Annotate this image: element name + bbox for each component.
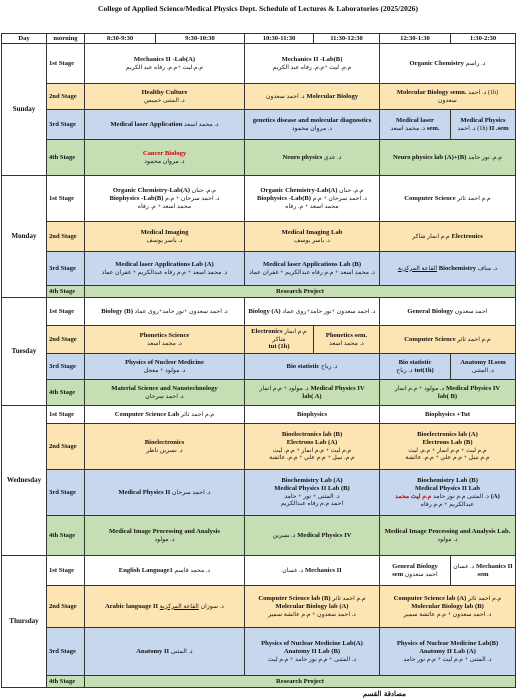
class-staff: م.م احمد ثائر [332,594,366,602]
stage-label: 4th Stage [47,676,85,688]
stage-label: 4th Stage [47,516,85,556]
class-staff: احمد سعدون [404,570,438,578]
sunday-stage4-row [2,140,516,176]
class-title: Biology (A) [248,307,281,315]
sunday-stage3-row [2,110,516,140]
class-staff: محمد اسعد + م. رفاه [137,202,192,210]
tuesday-stage3-row [2,354,516,380]
class-cell [314,326,380,354]
department-approval: مصادقة القسم [362,689,406,698]
class-cell [451,354,516,380]
class-title: Bioelectronics [144,438,185,446]
class-title: Computer Science lab (A) [393,594,467,602]
class-staff: د. محمد قاسم [174,566,211,574]
monday-stage1-row [2,176,516,222]
class-staff: د. رياح [321,362,338,370]
class-cell [245,298,380,326]
class-cell [245,176,380,222]
class-sub: (A) [490,492,500,500]
class-title: Arabic language II [104,602,159,610]
class-title: Neuro physics lab (A)+(B) [392,153,467,161]
class-title: Organic Chemistry-Lab(A) [112,186,190,194]
header-morning: morning [47,34,85,44]
class-title: Biochemistry Lab (A) [281,477,343,485]
class-staff: د. مولود + م.م انمار [259,384,309,392]
class-staff: م.م احمد ثائر [457,194,491,202]
class-sub: lab( A) [302,392,322,400]
day-thursday: Thursday [2,556,47,688]
class-cell [245,424,380,470]
class-staff: م.م. حنان [339,186,364,194]
stage-label: 2nd Stage [47,424,85,470]
class-cell [380,252,516,286]
thursday-stage4-row [2,676,516,688]
class-title: Medical laser Applications Lab (A) [115,260,214,268]
class-title: Cancer Biology [142,149,187,157]
class-cell [85,586,245,628]
class-cell [245,84,380,110]
class-cell [380,354,451,380]
class-cell [380,84,516,110]
class-cell [245,556,380,586]
header-day: Day [2,34,47,44]
class-title: Mechanics II [475,562,513,570]
thursday-stage1-row [2,556,516,586]
monday-stage2-row [2,222,516,252]
stage-label: 3rd Stage [47,354,85,380]
class-sub: lab( B) [437,392,458,400]
class-cell [85,252,245,286]
page-title: College of Applied Science/Medical Physics Dept. Schedule of Lectures & Laboratories (2025/2026) [97,4,419,13]
class-cell [245,354,380,380]
class-staff: د. المثنى + م.م نور حامد + م.م ليث [267,655,357,663]
class-sub: Electrons Lab (A) [286,439,338,447]
class-title: Healthy Culture [141,88,188,96]
class-staff: م.م انمار شاكر [412,232,450,240]
class-title: Medical Physics IV [445,384,501,392]
class-cell [380,326,516,354]
header-slot-4: 11:30-12:30 [314,34,380,44]
class-staff: د. محمد اسعد [147,339,182,347]
class-staff: م.م.ليث +م.م. رفاه عبد الكريم [125,63,204,71]
class-staff: د. سوزان [200,602,225,610]
class-title: Anatomy II.sem [460,358,506,366]
class-staff: د. مروان محمود [291,124,333,132]
class-sub: tut(1h) [414,366,434,374]
class-title: Neuro physics [282,153,323,161]
class-cell [451,556,516,586]
thursday-stage3-row [2,628,516,676]
class-cell [85,406,245,424]
class-cell [380,424,516,470]
header-slot-3: 10:30-11:30 [245,34,314,44]
stage-label: 4th Stage [47,286,85,298]
class-cell [85,326,245,354]
header-slot-2: 9:30-10:30 [156,34,245,44]
stage-label: 1st Stage [47,298,85,326]
class-staff: د. محمد اسعد [184,120,219,128]
class-cell [85,140,245,176]
class-title: Mechanics II [304,566,342,574]
class-staff: سعدون [438,96,457,104]
class-title: Anatomy II [136,647,170,655]
class-cell [85,298,245,326]
class-sub: sem. [426,124,440,132]
day-wednesday: Wednesday [2,406,47,556]
class-cell [380,516,516,556]
class-cell [85,380,245,406]
class-title: Material Science and Nanotechnology [111,384,218,392]
stage-label: 1st Stage [47,44,85,84]
class-cell [245,252,380,286]
tuesday-stage2-row [2,326,516,354]
class-cell [380,470,516,516]
class-title: Medical Image Processing and Analysis [109,527,220,535]
class-staff: د. المثنى + م.م ليث + م.م نور حامد [403,655,492,663]
class-staff: د. احمد سرحان + م.م [312,194,368,202]
class-staff: احمد م.م رفاه عبدالكريم [280,500,344,508]
class-sub: Molecular Biology lab (A) [275,602,349,610]
class-title: Physics of Nuclear Medicine Lab(B) [396,639,499,647]
class-title: Biology (B) [101,307,133,315]
class-staff: عبدالكريم + م.م رفاه [420,500,475,508]
day-tuesday: Tuesday [2,298,47,406]
wednesday-stage2-row [2,424,516,470]
class-title: Medical Imaging Lab [281,228,343,236]
class-staff: د. مولود [154,535,175,543]
class-title: Molecular Biology [306,92,359,100]
class-staff: د. المثنى + نور + حامد [284,492,340,500]
class-sub: Medical Physics II Lab (B) [274,485,350,493]
stage-label: 1st Stage [47,176,85,222]
class-title: Bioelectronics lab (A) [417,431,478,439]
class-staff: م.م انمار شاكر [272,327,307,343]
class-title: Physics of Nuclear Medicine Lab(A) [261,639,363,647]
class-title: Computer Science lab (B) [258,594,331,602]
class-staff: د. رياح [396,366,413,374]
class-staff: د. عدي [323,153,342,161]
class-cell [85,424,245,470]
class-title: Bioelectronics lab (B) [281,431,343,439]
class-staff: م.م ليث + م.م انمار + م.م. ليث [408,446,487,454]
class-staff: محمد اسعد + م. رفاه [285,202,339,210]
class-cell [380,556,451,586]
class-staff: د. احمد (1h) [457,124,488,132]
class-title: General Biology [392,562,438,570]
class-staff: د. نسرين ناظر [146,446,183,454]
stage-label: 3rd Stage [47,252,85,286]
wednesday-stage3-row [2,470,516,516]
class-title: Medical Imaging [140,228,189,236]
class-title: Mechanics II -Lab(B) [281,55,343,63]
class-staff: د. مولود + معجل [143,366,186,374]
class-title: Electronics [451,232,483,240]
stage-label: 3rd Stage [47,110,85,140]
class-staff: د. احمد سعدون + م.م عائشة سمير [268,610,356,618]
class-title: Biophysics +Tut [380,406,516,424]
class-staff: د. احمد (1h) [468,88,499,96]
class-title: Organic Chemistry-Lab(A) [260,186,338,194]
class-cell [380,140,516,176]
wednesday-stage1-row [2,406,516,424]
class-title: Biochemistry [438,264,477,272]
header-slot-5: 12:30-1:30 [380,34,451,44]
class-staff: د. احمد سرحان [145,392,184,400]
stage-label: 4th Stage [47,380,85,406]
class-title: Electronics [251,327,283,335]
class-sub: Electrons Lab (B) [422,439,473,447]
stage-label: 1st Stage [47,406,85,424]
class-title: Computer Science [404,194,456,202]
class-sub: Molecular Biology lab (B) [411,602,484,610]
class-staff: م.م. نبيل + م.م علي + م.م. عائشة [269,454,355,462]
class-title: Molecular Biology semn. [396,88,467,96]
class-cell [380,628,516,676]
class-title: genetics disease and molecular diagnostics [252,116,372,124]
class-cell [451,110,516,140]
class-sub: Anatomy II Lab (A) [419,647,476,655]
class-staff: احمد سعدون [454,307,488,315]
class-staff: د. محمد اسعد [390,124,426,132]
class-title: Medical laser [396,116,434,124]
header-slot-1: 8:30-9:30 [85,34,156,44]
class-sub: Biophysics -Lab(B) [256,194,311,202]
class-room: القاعة المركزية [397,264,438,272]
class-cell [245,586,380,628]
class-sub: tut (1h) [268,343,290,351]
class-title: Mechanics II -Lab(A) [133,55,196,63]
class-cell [380,44,516,84]
day-monday: Monday [2,176,47,298]
class-cell [380,586,516,628]
class-staff: د. مروان محمود [144,157,185,165]
class-title: Biophysics [245,406,380,424]
class-cell [245,628,380,676]
class-title: Computer Science [404,335,456,343]
monday-stage3-row [2,252,516,286]
class-cell [85,556,245,586]
class-staff: د. احمد سعدون +نور حامد+روى عماد [134,307,228,315]
class-title: General Biology [407,307,454,315]
class-staff: د. المثنى م.م نور حامد [433,492,490,500]
class-title: Medical Physics [460,116,506,124]
class-staff: د. احمد سرحان + م.م [165,194,220,202]
class-sub: Biophysics -Lab(B) [109,194,164,202]
stage-label: 3rd Stage [47,628,85,676]
class-cell [245,222,380,252]
class-staff: م.م احمد ثائر [457,335,491,343]
header-row [2,34,516,44]
stage-label: 2nd Stage [47,586,85,628]
class-cell [85,628,245,676]
class-cell [85,354,245,380]
class-sub: sem [477,570,489,578]
class-cell [380,176,516,222]
class-cell [245,380,380,406]
sunday-stage2-row [2,84,516,110]
class-title: Computer Science Lab [114,410,180,418]
class-cell [245,140,380,176]
class-title: Medical Physics IV [297,531,352,539]
class-staff: د. مناف [477,264,498,272]
class-title: Organic Chemistry [409,59,464,67]
class-cell [245,516,380,556]
class-staff: د. محمد اسعد + م.م رفاه عبدالكريم + غفران عماد [101,268,228,276]
class-title: Medical laser Application [110,120,183,128]
class-cell [85,516,245,556]
class-staff: د. احمد سعدون +نور حامد+روى عماد [282,307,376,315]
stage-label: 4th Stage [47,140,85,176]
class-staff: د. المثنى [472,366,494,374]
class-title: Bio statistic [286,362,320,370]
class-title: English Language1 [118,566,173,574]
class-cell [245,326,314,354]
thursday-stage2-row [2,586,516,628]
class-title: Medical Physics II [118,488,171,496]
class-staff: د. احمد سعدون [265,92,305,100]
stage-label: 1st Stage [47,556,85,586]
class-title: Medical Physics IV [310,384,365,392]
class-title: Phonetics sem. [325,331,368,339]
stage-label: 2nd Stage [47,326,85,354]
class-title: Physics of Nuclesr Medicine [125,358,204,366]
class-cell [85,470,245,516]
class-room: القاعة المركزية [159,602,199,610]
class-staff: د. المثنى [170,647,193,655]
wednesday-stage4-row [2,516,516,556]
class-staff-highlight: م.م ليث محمد [395,492,432,500]
class-cell [380,298,516,326]
class-staff: م.م نبيل + م.م علي + م.م. عائشة [405,454,490,462]
class-staff: د. محمد اسعد [329,339,364,347]
class-sub: sem [392,570,404,578]
tuesday-stage1-row [2,298,516,326]
class-staff: د. احمد سعدون + م.م عائشة سمير [403,610,492,618]
class-staff: د. المثنى خميس [144,96,185,104]
class-staff: د. احمد سرحان [172,488,211,496]
class-cell [85,110,245,140]
class-staff: م.م. نور حامد [468,153,503,161]
class-cell [245,110,380,140]
class-staff: د. ياسر يوسف [293,236,331,244]
class-staff: د. محمد اسعد + م.م رفاه عبدالكريم + غفران عماد [249,268,375,276]
class-staff: د. نسرين [272,531,296,539]
class-sub: II .sem [489,124,509,132]
class-staff: د. مولود + م.م انمار [394,384,445,392]
class-staff: م.م ليث + م.م انمار + م.م. ليث [272,446,352,454]
stage-label: 2nd Stage [47,84,85,110]
class-cell [245,44,380,84]
class-cell [245,470,380,516]
tuesday-stage4-row [2,380,516,406]
class-staff: د. ياسر يوسف [146,236,183,244]
class-staff: د. غسان [282,566,304,574]
class-staff: م.م. ليث +م.م. رفاه عبد الكريم [272,63,352,71]
day-sunday: Sunday [2,44,47,176]
class-sub: Medical Physics II Lab [414,484,481,492]
class-cell [380,380,516,406]
class-cell [85,176,245,222]
class-cell [380,222,516,252]
class-cell [85,44,245,84]
class-cell [85,222,245,252]
sunday-stage1-row [2,44,516,84]
schedule-table [1,33,516,688]
header-slot-6: 1:30-2:30 [451,34,516,44]
class-staff: د. غسان [453,562,475,570]
class-staff: د. مولود [437,535,458,543]
monday-stage4-row [2,286,516,298]
class-staff: م.م احمد ثائر [180,410,215,418]
class-staff: م.م. حنان [191,186,217,194]
research-project: Research Project [85,286,516,298]
class-cell [85,84,245,110]
research-project: Research Project [85,676,516,688]
class-title: Bio statistic [398,358,432,366]
class-staff: م.م احمد ثائر [467,594,502,602]
class-title: Medical Image Processing and Analysis Lab. [384,527,511,535]
class-cell [380,110,451,140]
class-title: Phonetics Science [139,331,190,339]
class-title: Biochemistry Lab (B) [417,476,478,484]
stage-label: 3rd Stage [47,470,85,516]
stage-label: 2nd Stage [47,222,85,252]
class-sub: Anatomy II Lab (B) [283,647,341,655]
class-staff: د. راسم [465,59,486,67]
class-title: Medical laser Applications Lab (B) [262,260,362,268]
